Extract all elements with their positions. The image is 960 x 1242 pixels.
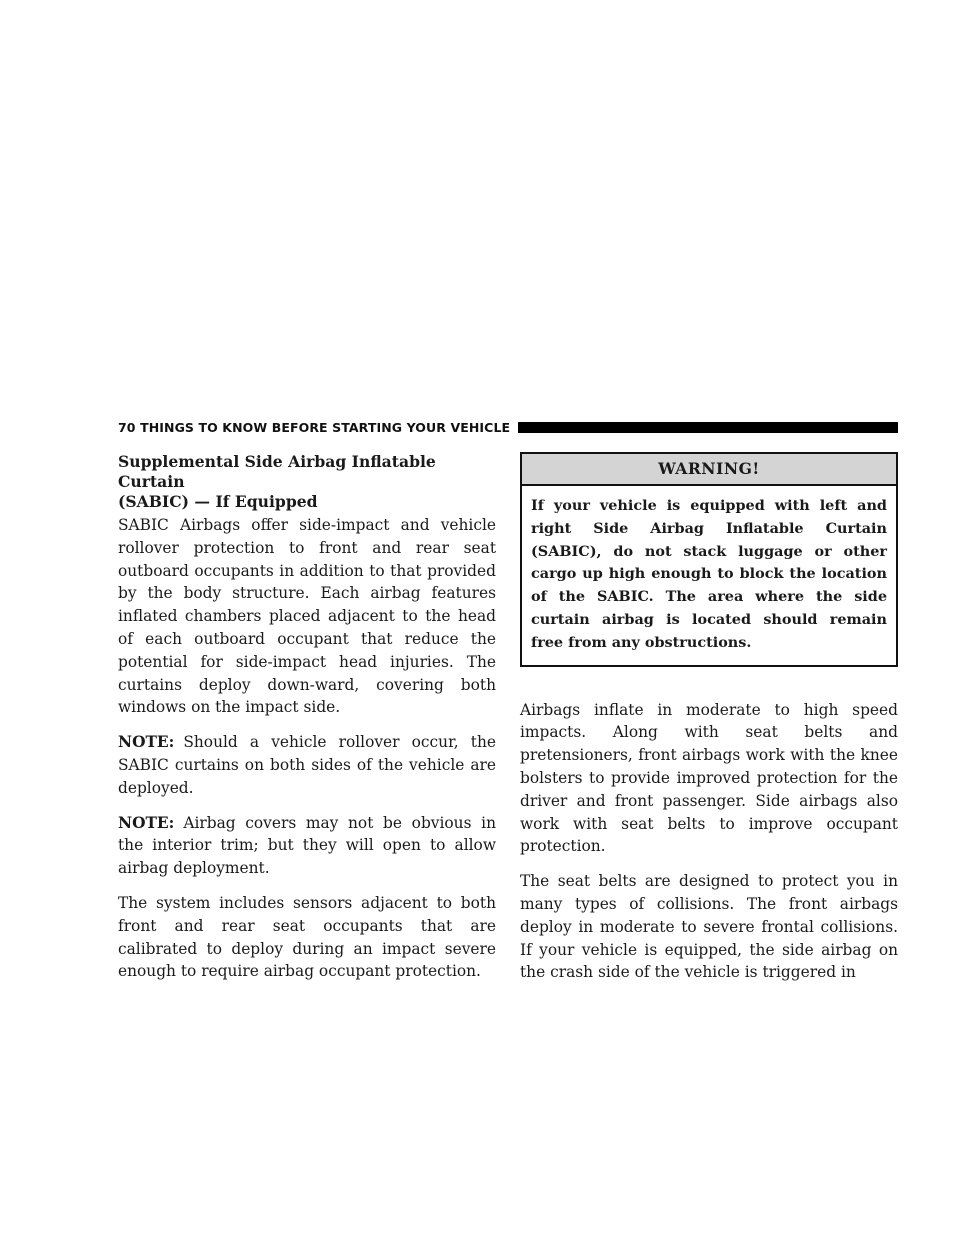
page-number: 70 <box>118 419 136 435</box>
note-label: NOTE: <box>118 733 175 752</box>
header-text <box>118 420 510 435</box>
note-label: NOTE: <box>118 813 175 832</box>
note-text: Airbag covers may not be obvious in the interior trim; but they will open to allow airbag deployment. <box>118 813 496 878</box>
note-text: Should a vehicle rollover occur, the SABIC curtains on both sides of the vehicle are deployed. <box>118 733 496 797</box>
section-heading <box>118 452 496 512</box>
note-airbag-covers <box>118 812 496 880</box>
sensors-paragraph: The system includes sensors adjacent to both front and rear seat occupants that are calibrated to deploy during an impact severe enough to require airbag occupant protection. <box>118 893 496 981</box>
header-rule <box>518 422 898 433</box>
right-column <box>520 452 898 996</box>
seat-belts-paragraph: The seat belts are designed to protect you in many types of collisions. The front airbags deploy in moderate to severe frontal collisions. If your vehicle is equipped, the side airbag on the crash side of the vehicle is triggered in <box>520 872 898 982</box>
warning-box <box>520 452 898 667</box>
warning-title: WARNING! <box>522 454 896 486</box>
page-header <box>118 418 898 436</box>
heading-line-1: Supplemental Side Airbag Inflatable Curtain <box>118 452 436 491</box>
sabic-description-paragraph: SABIC Airbags offer side-impact and vehicle rollover protection to front and rear seat outboard occupants in addition to that provided by the body structure. Each airbag features inflated chambers placed adjacent to the head of each outboard occupant that reduce the potential for side-impact head injuries. The curtains deploy down-ward, covering both windows on the impact side. <box>118 516 496 717</box>
warning-text: If your vehicle is equipped with left and right Side Airbag Inflatable Curtain (SABIC), do not stack luggage or other cargo up high enough to block the location of the SABIC. The area where the side curtain airbag is located should remain free from any obstructions. <box>531 497 887 651</box>
airbags-inflate-paragraph: Airbags inflate in moderate to high speed impacts. Along with seat belts and pretensioners, front airbags work with the knee bolsters to provide improved protection for the driver and front passenger. Side airbags also work with seat belts to improve occupant protection. <box>520 700 898 856</box>
heading-line-2: (SABIC) — If Equipped <box>118 492 318 511</box>
note-rollover <box>118 731 496 799</box>
section-title: THINGS TO KNOW BEFORE STARTING YOUR VEHICLE <box>140 419 511 435</box>
left-column <box>118 452 496 995</box>
